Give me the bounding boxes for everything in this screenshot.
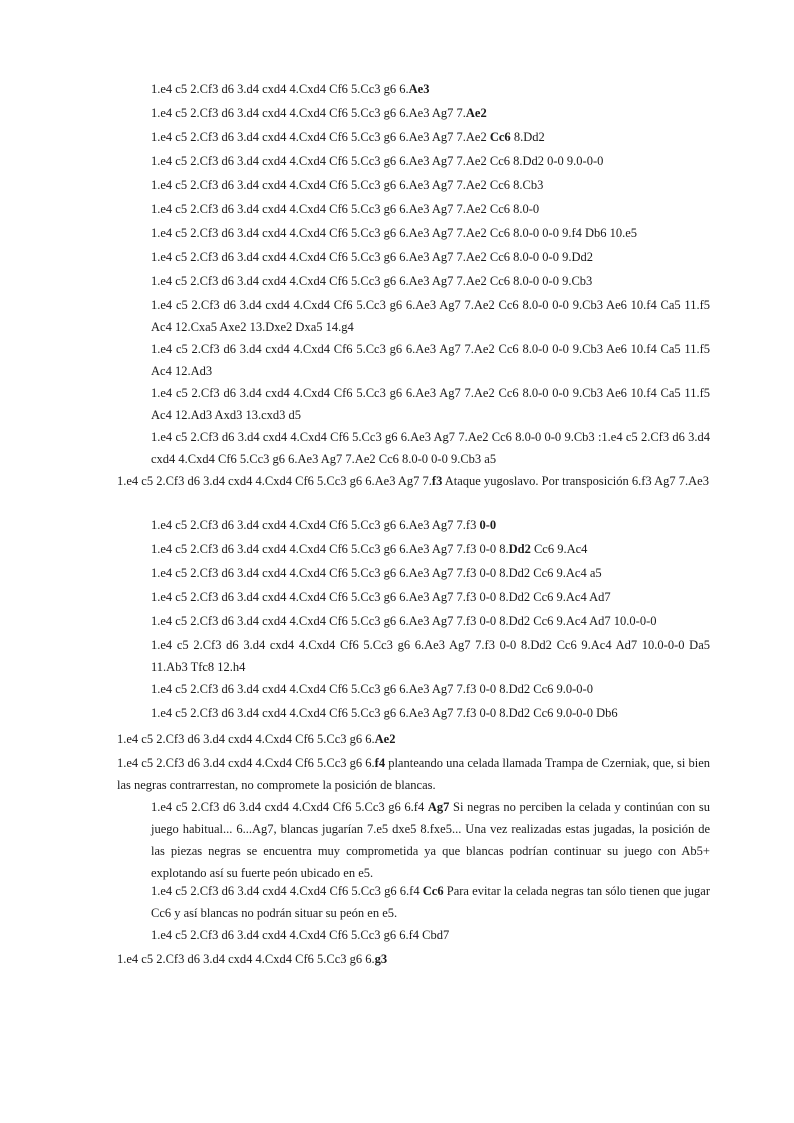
variation-line: 1.e4 c5 2.Cf3 d6 3.d4 cxd4 4.Cxd4 Cf6 5.Cc3 g6 6.Ae3 Ag7 7.Ae2 Cc6 8.0-0 0-0 9.Cb3 Ae6 10.f4 Ca5 11.f5 Ac4 12.Ad3 Axd3 13.cxd3 d5 bbox=[151, 386, 710, 422]
variation-line: 1.e4 c5 2.Cf3 d6 3.d4 cxd4 4.Cxd4 Cf6 5.Cc3 g6 6.f4 Cbd7 bbox=[151, 928, 450, 942]
variation-line: 1.e4 c5 2.Cf3 d6 3.d4 cxd4 4.Cxd4 Cf6 5.Cc3 g6 6.Ae3 Ag7 7.Ae2 Cc6 8.0-0 0-0 9.Dd2 bbox=[151, 250, 593, 264]
variation-line: 1.e4 c5 2.Cf3 d6 3.d4 cxd4 4.Cxd4 Cf6 5.Cc3 g6 6.Ae3 bbox=[151, 82, 430, 96]
variation-line: 1.e4 c5 2.Cf3 d6 3.d4 cxd4 4.Cxd4 Cf6 5.Cc3 g6 6.Ae3 Ag7 7.Ae2 Cc6 8.0-0 0-0 9.Cb3 bbox=[151, 274, 593, 288]
variation-line: 1.e4 c5 2.Cf3 d6 3.d4 cxd4 4.Cxd4 Cf6 5.Cc3 g6 6.Ae3 Ag7 7.Ae2 Cc6 8.0-0 0-0 9.Cb3 :1.e4 c5 2.Cf3 d6 3.d4 cxd4 4.Cxd4 Cf6 5.Cc3 g6 6.Ae3 Ag7 7.Ae2 Cc6 8.0-0 0-0 9.Cb3 a5 bbox=[151, 430, 710, 466]
variation-line: 1.e4 c5 2.Cf3 d6 3.d4 cxd4 4.Cxd4 Cf6 5.Cc3 g6 6.Ae3 Ag7 7.f3 0-0 8.Dd2 Cc6 9.Ac4 Ad7 10.0-0-0 bbox=[151, 614, 657, 628]
variation-line: 1.e4 c5 2.Cf3 d6 3.d4 cxd4 4.Cxd4 Cf6 5.Cc3 g6 6.Ae3 Ag7 7.f3 0-0 8.Dd2 Cc6 9.Ac4 a5 bbox=[151, 566, 602, 580]
variation-line: 1.e4 c5 2.Cf3 d6 3.d4 cxd4 4.Cxd4 Cf6 5.Cc3 g6 6.Ae3 Ag7 7.Ae2 bbox=[151, 106, 487, 120]
variation-line: 1.e4 c5 2.Cf3 d6 3.d4 cxd4 4.Cxd4 Cf6 5.Cc3 g6 6.Ae3 Ag7 7.Ae2 Cc6 8.0-0 0-0 9.Cb3 Ae6 10.f4 Ca5 11.f5 Ac4 12.Ad3 bbox=[151, 342, 710, 378]
variation-line: 1.e4 c5 2.Cf3 d6 3.d4 cxd4 4.Cxd4 Cf6 5.Cc3 g6 6.f4 Cc6 Para evitar la celada negras tan sólo tienen que jugar Cc6 y así blancas no podrán situar su peón en e5. bbox=[151, 884, 711, 920]
main-variation-line: 1.e4 c5 2.Cf3 d6 3.d4 cxd4 4.Cxd4 Cf6 5.Cc3 g6 6.Ae3 Ag7 7.f3 Ataque yugoslavo. Por transposición 6.f3 Ag7 7.Ae3 bbox=[117, 474, 709, 488]
variation-line: 1.e4 c5 2.Cf3 d6 3.d4 cxd4 4.Cxd4 Cf6 5.Cc3 g6 6.Ae3 Ag7 7.Ae2 Cc6 8.0-0 0-0 9.Cb3 Ae6 10.f4 Ca5 11.f5 Ac4 12.Cxa5 Axe2 13.Dxe2 Dxa5 14.g4 bbox=[151, 298, 710, 334]
variation-line: 1.e4 c5 2.Cf3 d6 3.d4 cxd4 4.Cxd4 Cf6 5.Cc3 g6 6.Ae3 Ag7 7.f3 0-0 8.Dd2 Cc6 9.0-0-0 Db6 bbox=[151, 706, 618, 720]
main-variation-line: 1.e4 c5 2.Cf3 d6 3.d4 cxd4 4.Cxd4 Cf6 5.Cc3 g6 6.g3 bbox=[117, 952, 388, 966]
variation-line: 1.e4 c5 2.Cf3 d6 3.d4 cxd4 4.Cxd4 Cf6 5.Cc3 g6 6.Ae3 Ag7 7.f3 0-0 8.Dd2 Cc6 9.0-0-0 bbox=[151, 682, 593, 696]
variation-line: 1.e4 c5 2.Cf3 d6 3.d4 cxd4 4.Cxd4 Cf6 5.Cc3 g6 6.Ae3 Ag7 7.f3 0-0 8.Dd2 Cc6 9.Ac4 Ad7 10.0-0-0 Da5 11.Ab3 Tfc8 12.h4 bbox=[151, 638, 710, 674]
main-variation-line: 1.e4 c5 2.Cf3 d6 3.d4 cxd4 4.Cxd4 Cf6 5.Cc3 g6 6.Ae2 bbox=[117, 732, 396, 746]
variation-line: 1.e4 c5 2.Cf3 d6 3.d4 cxd4 4.Cxd4 Cf6 5.Cc3 g6 6.Ae3 Ag7 7.Ae2 Cc6 8.0-0 0-0 9.f4 Db6 10.e5 bbox=[151, 226, 638, 240]
variation-line: 1.e4 c5 2.Cf3 d6 3.d4 cxd4 4.Cxd4 Cf6 5.Cc3 g6 6.Ae3 Ag7 7.Ae2 Cc6 8.Cb3 bbox=[151, 178, 544, 192]
variation-line: 1.e4 c5 2.Cf3 d6 3.d4 cxd4 4.Cxd4 Cf6 5.Cc3 g6 6.Ae3 Ag7 7.f3 0-0 8.Dd2 Cc6 9.Ac4 Ad7 bbox=[151, 590, 611, 604]
variation-line: 1.e4 c5 2.Cf3 d6 3.d4 cxd4 4.Cxd4 Cf6 5.Cc3 g6 6.f4 Ag7 Si negras no perciben la celada y continúan con su juego habitual... 6...Ag7, blancas jugarían 7.e5 dxe5 8.fxe5... Una vez realizadas estas jugadas, la posición de las piezas negras se encuentra muy comprometida ya que blancas podrían continuar su juego con Ab5+ explotando así su fuerte peón ubicado en e5. bbox=[151, 800, 711, 880]
variation-line: 1.e4 c5 2.Cf3 d6 3.d4 cxd4 4.Cxd4 Cf6 5.Cc3 g6 6.Ae3 Ag7 7.f3 0-0 8.Dd2 Cc6 9.Ac4 bbox=[151, 542, 588, 556]
variation-line: 1.e4 c5 2.Cf3 d6 3.d4 cxd4 4.Cxd4 Cf6 5.Cc3 g6 6.Ae3 Ag7 7.Ae2 Cc6 8.Dd2 bbox=[151, 130, 545, 144]
main-variation-line: 1.e4 c5 2.Cf3 d6 3.d4 cxd4 4.Cxd4 Cf6 5.Cc3 g6 6.f4 planteando una celada llamada Trampa de Czerniak, que, si bien las negras contrarrestan, no compromete la posición de blancas. bbox=[117, 756, 710, 792]
variation-line: 1.e4 c5 2.Cf3 d6 3.d4 cxd4 4.Cxd4 Cf6 5.Cc3 g6 6.Ae3 Ag7 7.Ae2 Cc6 8.Dd2 0-0 9.0-0-0 bbox=[151, 154, 604, 168]
variation-line: 1.e4 c5 2.Cf3 d6 3.d4 cxd4 4.Cxd4 Cf6 5.Cc3 g6 6.Ae3 Ag7 7.f3 0-0 bbox=[151, 518, 497, 532]
variation-line: 1.e4 c5 2.Cf3 d6 3.d4 cxd4 4.Cxd4 Cf6 5.Cc3 g6 6.Ae3 Ag7 7.Ae2 Cc6 8.0-0 bbox=[151, 202, 540, 216]
